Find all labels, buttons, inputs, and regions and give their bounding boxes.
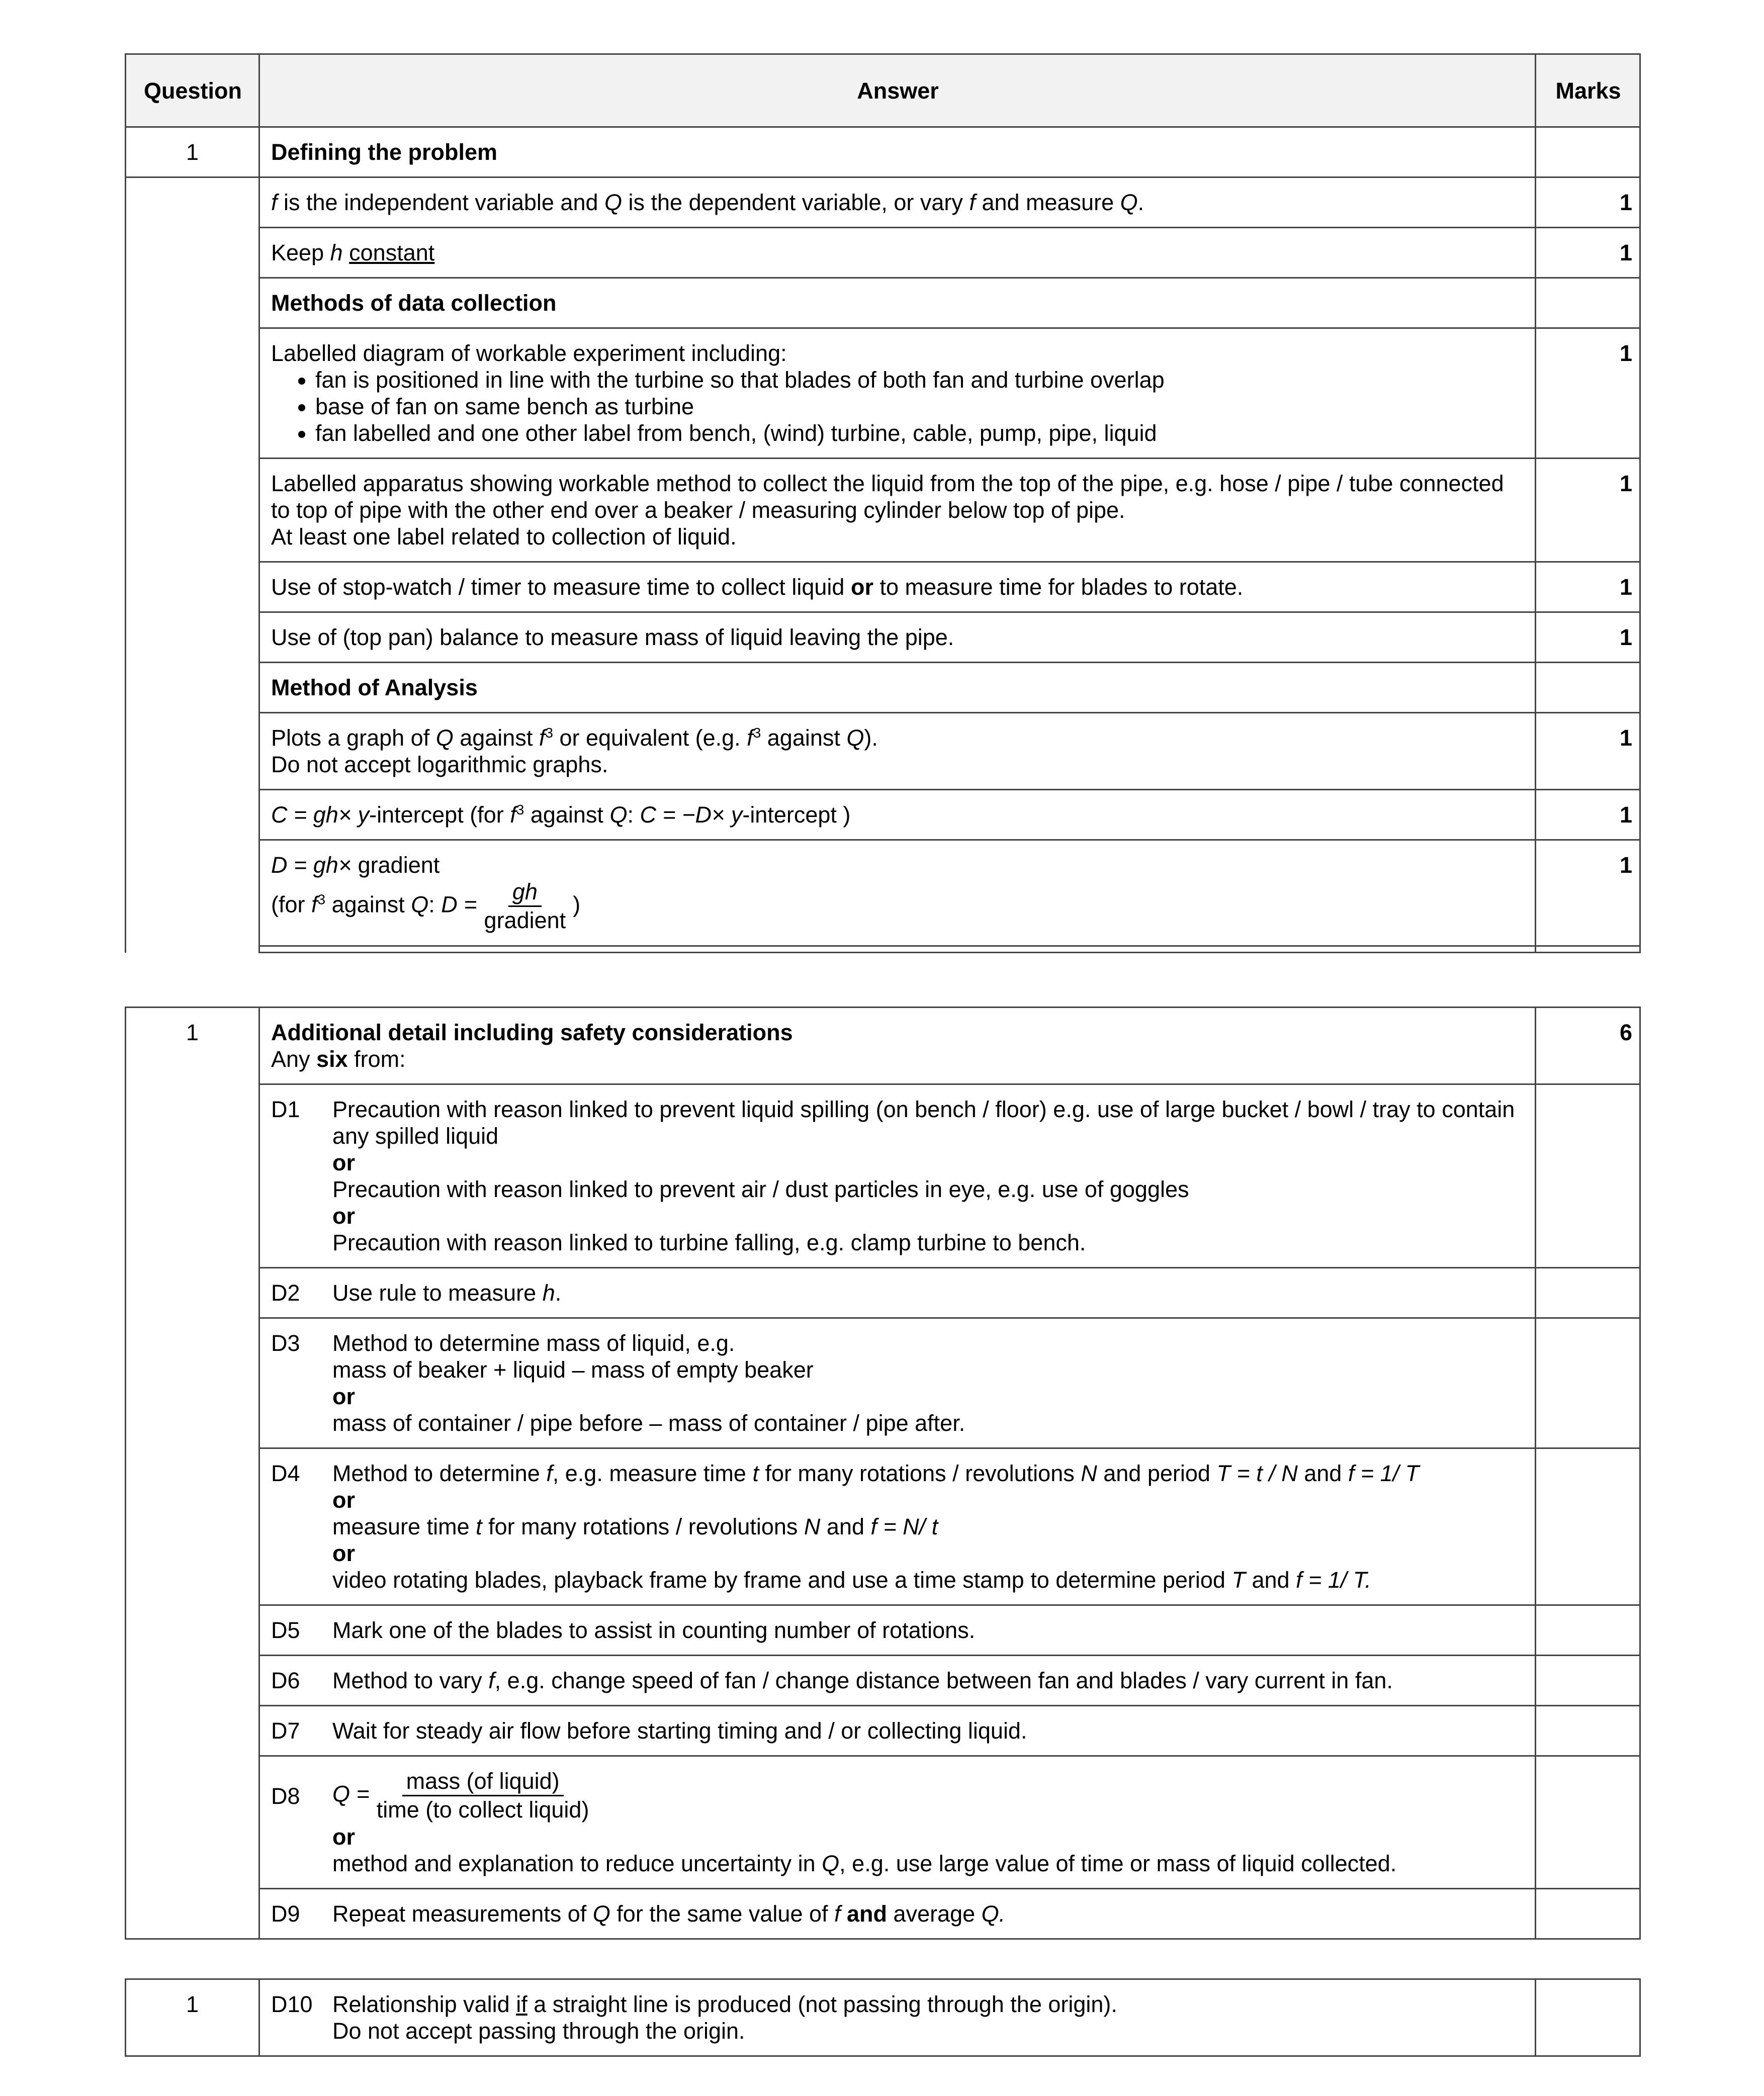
text: and [1245, 1567, 1296, 1593]
detail-item [271, 1617, 1525, 1644]
var-q: Q [1120, 190, 1138, 215]
marks-cell: 6 [1536, 1008, 1640, 1084]
table-row [126, 612, 1640, 663]
var-q: Q [604, 190, 623, 215]
header-question: Question [126, 54, 259, 127]
detail-code: D5 [271, 1617, 300, 1643]
fraction-denominator: gradient [484, 907, 566, 933]
detail-text [332, 1460, 1525, 1593]
fraction-denominator: time (to collect liquid) [376, 1797, 589, 1822]
marks-cell [1536, 1656, 1640, 1706]
answer-cell [259, 1268, 1536, 1318]
text: against [524, 802, 610, 828]
table-row [126, 713, 1640, 790]
text: for many rotations / revolutions [758, 1461, 1081, 1486]
detail-text [332, 1900, 1525, 1927]
answer-cell [259, 1318, 1536, 1448]
detail-item [271, 1460, 1525, 1593]
marks-cell: 1 [1536, 177, 1640, 228]
equation: f = 1/ T [1348, 1461, 1420, 1486]
equation: D = gh× [271, 852, 352, 878]
marks-cell [1536, 1979, 1640, 2056]
answer-cell [259, 562, 1536, 612]
text: -intercept ) [742, 802, 851, 828]
table-row [126, 1889, 1640, 1939]
var-f: f [271, 190, 278, 215]
text: Plots a graph of [271, 725, 436, 751]
text: measure time [332, 1514, 476, 1539]
text: , e.g. use large value of time or mass of liquid collected. [839, 1851, 1397, 1876]
text-line [332, 1513, 1525, 1540]
var-f: f [969, 190, 976, 215]
detail-item [271, 1667, 1525, 1694]
or-bold: or [332, 1540, 355, 1566]
section-heading: Methods of data collection [259, 278, 1536, 328]
text: Use of stop-watch / timer to measure time to collect liquid [271, 574, 851, 600]
text: and measure [975, 190, 1120, 215]
table-row [126, 1605, 1640, 1656]
detail-item [271, 1900, 1525, 1927]
table-row [126, 177, 1640, 228]
question-number: 1 [126, 1979, 259, 2056]
var-h: h [330, 240, 343, 265]
text: . [555, 1280, 562, 1306]
header-answer: Answer [259, 54, 1536, 127]
question-blank-cell [126, 177, 259, 953]
text: mass of container / pipe before – mass of container / pipe after. [332, 1410, 965, 1436]
text: Do not accept logarithmic graphs. [271, 752, 608, 777]
answer-cell [259, 177, 1536, 228]
marks-cell: 1 [1536, 713, 1640, 790]
answer-cell [259, 1706, 1536, 1756]
marks-cell [1536, 1084, 1640, 1268]
equation: D = [441, 891, 477, 918]
var-t: t [476, 1514, 482, 1539]
text-line [271, 724, 1525, 751]
table-row [126, 562, 1640, 612]
exponent: 3 [753, 725, 761, 741]
answer-cell [259, 790, 1536, 840]
table-row [126, 663, 1640, 713]
section-heading: Method of Analysis [259, 663, 1536, 713]
underlined-text: constant [349, 240, 435, 265]
marks-cell [1536, 663, 1640, 713]
text: against [325, 891, 411, 918]
marks-cell [1536, 1318, 1640, 1448]
equation: T = t / N [1216, 1461, 1298, 1486]
text: Repeat measurements of [332, 1901, 593, 1927]
table-row [126, 459, 1640, 562]
marks-cell: 1 [1536, 612, 1640, 663]
detail-code: D8 [271, 1783, 300, 1809]
marks-cell: 1 [1536, 228, 1640, 278]
or-bold: or [850, 574, 873, 600]
text: is the dependent variable, or vary [622, 190, 969, 215]
separator-row [126, 946, 1640, 953]
underlined-text: , [985, 1176, 992, 1202]
section-heading: Additional detail including safety considerations [271, 1020, 793, 1045]
exponent: 3 [317, 891, 326, 907]
text: Precaution with reason linked to prevent air / dust particles in eye [332, 1176, 986, 1202]
marks-cell [1536, 1756, 1640, 1889]
equation: C = gh× y [271, 802, 370, 828]
answer-cell [259, 459, 1536, 562]
var-q: Q [435, 725, 454, 751]
text: Method to determine mass of liquid, e.g. [332, 1330, 735, 1356]
detail-item [271, 1768, 1525, 1877]
var-q: Q [822, 1851, 840, 1876]
table-row [126, 1008, 1640, 1084]
bullet-list [271, 367, 1525, 446]
table-row [126, 328, 1640, 459]
text: mass of beaker + liquid – mass of empty beaker [332, 1357, 814, 1383]
question-number: 1 [126, 1008, 259, 1939]
text: (for [271, 891, 312, 918]
table-row [126, 1448, 1640, 1605]
var-f: f [747, 725, 753, 751]
bold-text: six [316, 1046, 348, 1072]
text: video rotating blades, playback frame by frame and use a time stamp to determine period [332, 1567, 1232, 1593]
marks-cell [1536, 1605, 1640, 1656]
fraction-numerator: gh [508, 878, 542, 907]
detail-item [271, 1280, 1525, 1306]
table-row [126, 1706, 1640, 1756]
text: -intercept [369, 802, 464, 828]
table-row [126, 1656, 1640, 1706]
table-row [126, 1318, 1640, 1448]
equation: C = −D× y [640, 802, 743, 828]
text-line [332, 1991, 1525, 2018]
text-line [332, 1460, 1525, 1487]
answer-cell [259, 1979, 1536, 2056]
marks-cell [1536, 278, 1640, 328]
separator [259, 946, 1536, 953]
underlined-text: if [516, 1991, 527, 2017]
detail-item [271, 1717, 1525, 1744]
text: Labelled apparatus showing workable method to collect the liquid from the top of the pipe, e.g. hose / pipe / tube connected to top of pipe with the other end over a beaker / measuring cylinder below top of pipe. [271, 471, 1504, 523]
detail-code: D10 [271, 1991, 313, 2017]
text: and [820, 1514, 871, 1539]
bold-text: and [840, 1901, 888, 1927]
text-line [332, 1176, 1525, 1203]
answer-cell [259, 328, 1536, 459]
text: ). [864, 725, 878, 751]
var-n: N [1081, 1461, 1097, 1486]
var-q: Q [609, 802, 628, 828]
text: against [453, 725, 539, 751]
answer-cell [259, 1448, 1536, 1605]
text: gradient [351, 852, 440, 878]
list-item: • fan labelled and one other label from bench, (wind) turbine, cable, pump, pipe, liquid [315, 420, 1525, 446]
fraction [480, 878, 570, 934]
table-row [126, 1268, 1640, 1318]
detail-code: D3 [271, 1330, 300, 1356]
answer-cell [259, 1889, 1536, 1939]
text: Use rule to measure [332, 1280, 543, 1306]
equation: f = N/ t [870, 1514, 938, 1539]
detail-text: Wait for steady air flow before starting timing and / or collecting liquid. [332, 1718, 1027, 1744]
text: from: [347, 1046, 406, 1072]
text: , e.g. measure time [552, 1461, 753, 1486]
text: method and explanation to reduce uncertainty in [332, 1851, 822, 1876]
list-item: • fan is positioned in line with the turbine so that blades of both fan and turbine overlap [315, 367, 1525, 393]
exponent: 3 [545, 725, 553, 741]
text: Relationship valid [332, 1991, 516, 2017]
mark-scheme-table [125, 53, 1641, 953]
text-line [332, 1768, 1525, 1824]
text: average [887, 1901, 982, 1927]
answer-cell [259, 840, 1536, 946]
text-line [271, 878, 1525, 934]
detail-text [332, 1330, 1525, 1436]
var-q: Q [846, 725, 864, 751]
text: against [761, 725, 847, 751]
or-bold: or [332, 1203, 355, 1229]
marks-cell: 1 [1536, 328, 1640, 459]
text: to measure time for blades to rotate. [873, 574, 1244, 600]
or-bold: or [332, 1824, 355, 1850]
fraction-numerator: mass (of liquid) [402, 1768, 564, 1796]
text: Do not accept passing through the origin. [332, 2018, 745, 2044]
or-bold: or [332, 1487, 355, 1513]
text: Keep [271, 240, 330, 265]
header-row [126, 54, 1640, 127]
text-line [271, 1046, 1525, 1072]
answer-cell [259, 228, 1536, 278]
text: ) [573, 891, 581, 918]
var-q: Q [411, 891, 429, 918]
detail-text [332, 1667, 1525, 1694]
answer-cell [259, 713, 1536, 790]
text: : [627, 802, 640, 828]
detail-code: D4 [271, 1461, 300, 1486]
answer-cell [259, 1008, 1536, 1084]
answer-cell [259, 1084, 1536, 1268]
answer-cell: Use of (top pan) balance to measure mass of liquid leaving the pipe. [259, 612, 1536, 663]
section-heading: Defining the problem [259, 127, 1536, 177]
separator [1536, 946, 1640, 953]
marks-cell: 1 [1536, 840, 1640, 946]
text: : [428, 891, 442, 918]
or-bold: or [332, 1150, 355, 1175]
or-bold: or [332, 1384, 355, 1409]
fraction [373, 1768, 593, 1824]
marks-cell: 1 [1536, 790, 1640, 840]
text: Precaution with reason linked to prevent liquid spilling (on bench / floor) e.g. use of large bucket / bowl / tray to contain any spilled liquid [332, 1097, 1515, 1149]
var-f: f [510, 802, 516, 828]
table-row [126, 228, 1640, 278]
question-number: 1 [126, 127, 259, 177]
text-line [332, 1567, 1525, 1593]
var-f: f [311, 891, 318, 918]
text: a straight line is produced (not passing through the origin). [527, 1991, 1117, 2017]
text: Labelled diagram of workable experiment including: [271, 340, 787, 366]
text: Method to vary [332, 1668, 489, 1693]
detail-text [332, 1768, 1525, 1877]
var-f: f [539, 725, 546, 751]
text: . [1137, 190, 1144, 215]
detail-item [271, 1096, 1525, 1256]
equation: Q = [332, 1781, 370, 1807]
detail-code: D7 [271, 1718, 300, 1744]
table-row [126, 1756, 1640, 1889]
var-t: t [752, 1461, 759, 1486]
var-h: h [542, 1280, 555, 1306]
mark-scheme-table-3 [125, 1978, 1641, 2057]
var-t: T [1231, 1567, 1246, 1593]
marks-cell [1536, 1268, 1640, 1318]
list-item: • base of fan on same bench as turbine [315, 393, 1525, 420]
table-row [126, 1084, 1640, 1268]
var-n: N [804, 1514, 821, 1539]
marks-cell [1536, 127, 1640, 177]
header-marks: Marks [1536, 54, 1640, 127]
var-f: f [834, 1901, 841, 1927]
mark-scheme-table-2 [125, 1007, 1641, 1940]
text: , e.g. change speed of fan / change distance between fan and blades / vary current in fan. [494, 1668, 1393, 1693]
detail-item [271, 1330, 1525, 1436]
text: for many rotations / revolutions [482, 1514, 804, 1539]
detail-code: D6 [271, 1668, 300, 1693]
answer-cell [259, 1656, 1536, 1706]
text: Method to determine [332, 1461, 547, 1486]
exponent: 3 [516, 802, 524, 817]
detail-code: D9 [271, 1901, 300, 1927]
var-q: Q [592, 1901, 610, 1927]
text: e.g. use of goggles [991, 1176, 1189, 1202]
text-line [271, 852, 1525, 878]
var-f: f [546, 1461, 553, 1486]
detail-code: D2 [271, 1280, 300, 1306]
table-row [126, 1979, 1640, 2056]
var-q: Q. [981, 1901, 1006, 1927]
text: and [1297, 1461, 1348, 1486]
detail-item [271, 1991, 1525, 2044]
detail-text [332, 1096, 1525, 1256]
text: or equivalent (e.g. [553, 725, 747, 751]
text: and period [1097, 1461, 1217, 1486]
table-row [126, 278, 1640, 328]
marks-cell: 1 [1536, 459, 1640, 562]
text: for the same value of [610, 1901, 835, 1927]
table-row [126, 840, 1640, 946]
text: At least one label related to collection of liquid. [271, 524, 737, 550]
table-row [126, 127, 1640, 177]
detail-text: Mark one of the blades to assist in counting number of rotations. [332, 1617, 976, 1643]
equation: f = 1/ T. [1296, 1567, 1371, 1593]
detail-code: D1 [271, 1097, 300, 1122]
detail-text [332, 1280, 1525, 1306]
answer-cell [259, 1756, 1536, 1889]
marks-cell [1536, 1706, 1640, 1756]
var-f: f [488, 1668, 495, 1693]
answer-cell [259, 1605, 1536, 1656]
marks-cell: 1 [1536, 562, 1640, 612]
text: Precaution with reason linked to turbine falling, e.g. clamp turbine to bench. [332, 1230, 1086, 1255]
text-line [332, 1850, 1525, 1877]
detail-text [332, 1991, 1525, 2044]
text: Any [271, 1046, 317, 1072]
text: (for [463, 802, 510, 828]
marks-cell [1536, 1889, 1640, 1939]
table-row [126, 790, 1640, 840]
marks-cell [1536, 1448, 1640, 1605]
text: is the independent variable and [277, 190, 604, 215]
